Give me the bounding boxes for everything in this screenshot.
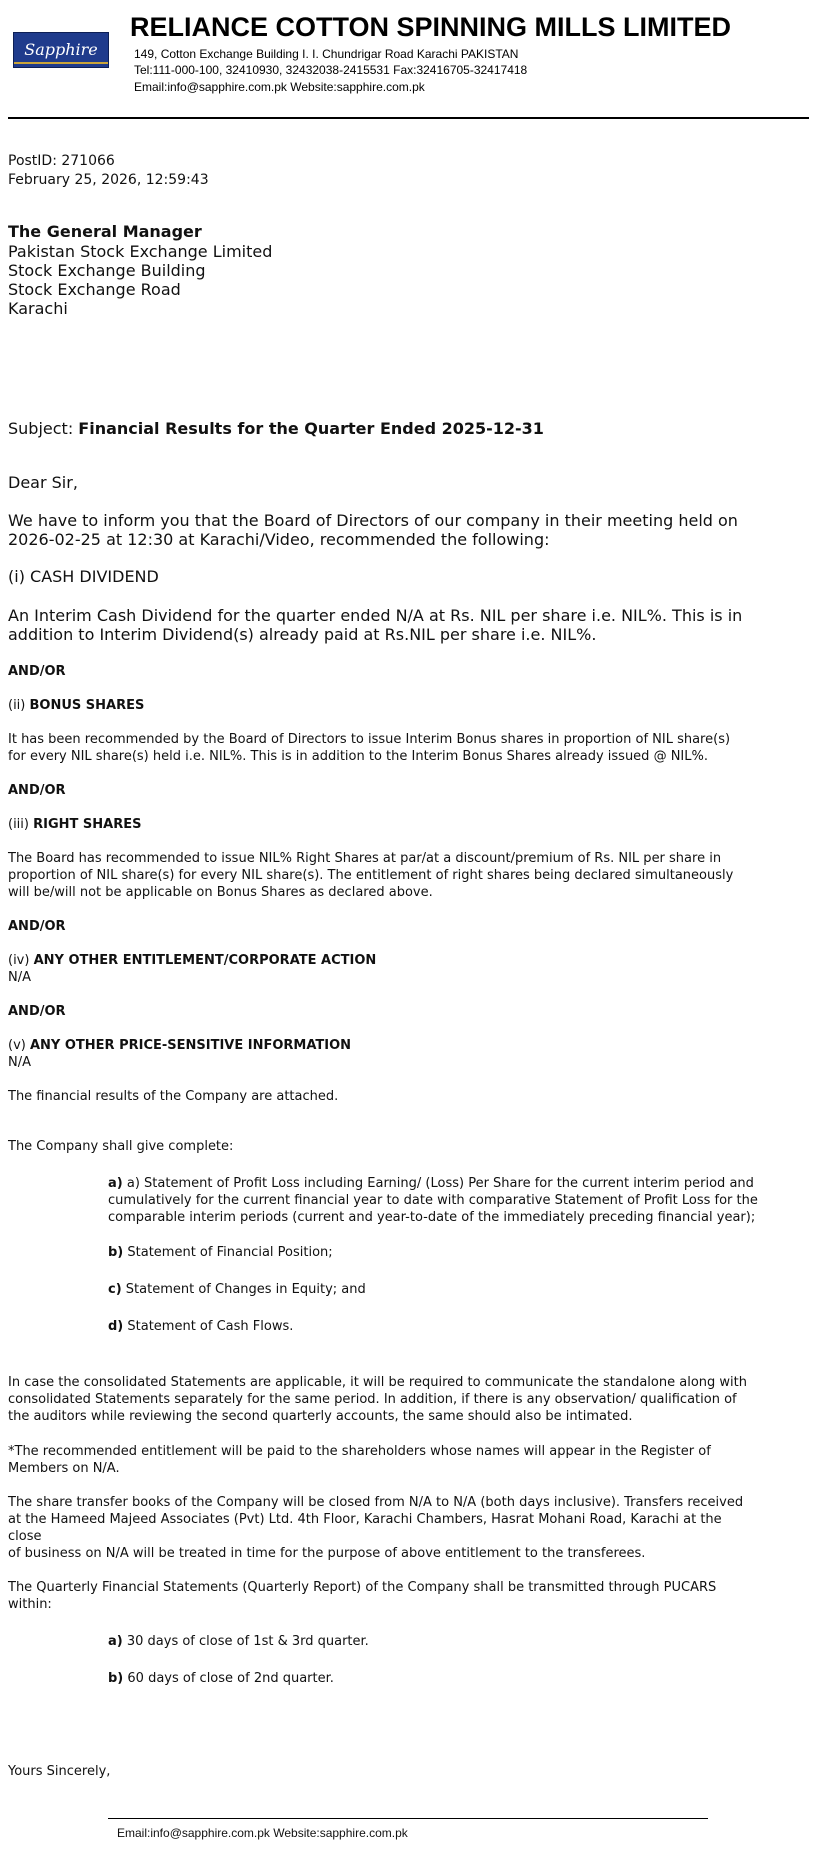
deadline-label: b) [108, 1671, 124, 1686]
and-or-label: AND/OR [8, 783, 66, 798]
statement-label: a) [108, 1176, 123, 1191]
cash-dividend-text: addition to Interim Dividend(s) already paid at Rs.NIL per share i.e. NIL%. [8, 625, 597, 644]
bonus-text: It has been recommended by the Board of Directors to issue Interim Bonus shares in proportion of NIL share(s) [8, 732, 731, 747]
statement-text: a) Statement of Profit Loss including Earning/ (Loss) Per Share for the current interim period and [126, 1176, 754, 1191]
header-divider [8, 117, 809, 119]
intro-line: We have to inform you that the Board of Directors of our company in their meeting held on [8, 511, 738, 530]
deadline-item [108, 1634, 369, 1649]
deadline-item [108, 1671, 334, 1686]
right-shares-heading [8, 817, 141, 832]
transfer-text: The share transfer books of the Company will be closed from N/A to N/A (both days inclusive). Transfers received [8, 1495, 744, 1510]
statement-item [108, 1245, 333, 1260]
deadline-text: 60 days of close of 2nd quarter. [127, 1671, 334, 1686]
bonus-text: for every NIL share(s) held i.e. NIL%. This is in addition to the Interim Bonus Shares already issued @ NIL%. [8, 749, 708, 764]
right-shares-text: proportion of NIL share(s) for every NIL share(s). The entitlement of right shares being declared simultaneously [8, 868, 734, 883]
price-sensitive-heading [8, 1038, 351, 1053]
addressee-line: Stock Exchange Road [8, 280, 181, 299]
section-title: ANY OTHER ENTITLEMENT/CORPORATE ACTION [33, 953, 377, 968]
section-number: (iv) [8, 953, 30, 968]
section-title: RIGHT SHARES [33, 817, 142, 832]
bonus-heading [8, 698, 144, 713]
price-sensitive-value: N/A [8, 1055, 31, 1070]
deadline-label: a) [108, 1634, 123, 1649]
statement-text: Statement of Financial Position; [127, 1245, 333, 1260]
register-text: Members on N/A. [8, 1461, 120, 1476]
statement-text: comparable interim periods (current and year-to-date of the immediately preceding financial year); [108, 1210, 756, 1225]
other-entitlement-heading [8, 953, 376, 968]
section-title: ANY OTHER PRICE-SENSITIVE INFORMATION [29, 1038, 352, 1053]
other-entitlement-value: N/A [8, 970, 31, 985]
addressee-line: Karachi [8, 299, 68, 318]
and-or-label: AND/OR [8, 664, 66, 679]
footer-divider [108, 1818, 708, 1819]
statement-label: d) [108, 1319, 124, 1334]
footer-contact: Email:info@sapphire.com.pk Website:sapphire.com.pk [117, 1826, 408, 1840]
logo-text: Sapphire [24, 40, 98, 59]
and-or-label: AND/OR [8, 919, 66, 934]
post-timestamp: February 25, 2026, 12:59:43 [8, 172, 209, 188]
consolidated-text: consolidated Statements separately for the same period. In addition, if there is any observation/ qualification of [8, 1392, 737, 1407]
section-title: CASH DIVIDEND [30, 567, 159, 586]
section-number: (iii) [8, 817, 29, 832]
addressee-title: The General Manager [8, 222, 202, 241]
company-phone: Tel:111-000-100, 32410930, 32432038-2415531 Fax:32416705-32417418 [134, 63, 528, 77]
company-contact: Email:info@sapphire.com.pk Website:sapphire.com.pk [134, 80, 425, 94]
right-shares-text: The Board has recommended to issue NIL% Right Shares at par/at a discount/premium of Rs. NIL per share in [8, 851, 722, 866]
right-shares-text: will be/will not be applicable on Bonus Shares as declared above. [8, 885, 433, 900]
cash-dividend-heading [8, 567, 159, 586]
subject-text: Financial Results for the Quarter Ended 2025-12-31 [78, 419, 544, 438]
section-number: (i) [8, 567, 25, 586]
transfer-text: close [8, 1529, 42, 1544]
addressee-line: Stock Exchange Building [8, 261, 206, 280]
deadline-text: 30 days of close of 1st & 3rd quarter. [126, 1634, 369, 1649]
section-title: BONUS SHARES [29, 698, 145, 713]
statement-text: Statement of Cash Flows. [127, 1319, 294, 1334]
statement-item [108, 1319, 293, 1334]
consolidated-text: the auditors while reviewing the second quarterly accounts, the same should also be intimated. [8, 1409, 633, 1424]
closing-text: Yours Sincerely, [8, 1764, 111, 1779]
and-or-label: AND/OR [8, 1004, 66, 1019]
statement-label: c) [108, 1282, 122, 1297]
intro-line: 2026-02-25 at 12:30 at Karachi/Video, recommended the following: [8, 530, 550, 549]
company-logo [13, 32, 109, 68]
subject-label: Subject: [8, 419, 74, 438]
register-text: *The recommended entitlement will be paid to the shareholders whose names will appear in the Register of [8, 1444, 711, 1459]
statement-item [108, 1282, 366, 1297]
pucars-text: within: [8, 1597, 52, 1612]
complete-intro-text: The Company shall give complete: [8, 1139, 234, 1154]
statement-item [108, 1176, 754, 1191]
section-number: (ii) [8, 698, 26, 713]
company-name: RELIANCE COTTON SPINNING MILLS LIMITED [130, 12, 732, 42]
company-address: 149, Cotton Exchange Building I. I. Chundrigar Road Karachi PAKISTAN [134, 47, 519, 61]
transfer-text: at the Hameed Majeed Associates (Pvt) Ltd. 4th Floor, Karachi Chambers, Hasrat Mohani Road, Karachi at the [8, 1512, 722, 1527]
statement-text: cumulatively for the current financial year to date with comparative Statement of Profit Loss for the [108, 1193, 758, 1208]
subject-line [8, 419, 544, 438]
section-number: (v) [8, 1038, 26, 1053]
logo-stripe [14, 62, 108, 64]
addressee-line: Pakistan Stock Exchange Limited [8, 242, 273, 261]
results-attached-text: The financial results of the Company are attached. [8, 1089, 339, 1104]
cash-dividend-text: An Interim Cash Dividend for the quarter ended N/A at Rs. NIL per share i.e. NIL%. This is in [8, 606, 743, 625]
statement-text: Statement of Changes in Equity; and [125, 1282, 366, 1297]
consolidated-text: In case the consolidated Statements are applicable, it will be required to communicate the standalone along with [8, 1375, 747, 1390]
transfer-text: of business on N/A will be treated in time for the purpose of above entitlement to the transferees. [8, 1546, 646, 1561]
statement-label: b) [108, 1245, 124, 1260]
pucars-text: The Quarterly Financial Statements (Quarterly Report) of the Company shall be transmitted through PUCARS [8, 1580, 717, 1595]
salutation: Dear Sir, [8, 473, 78, 492]
post-id: PostID: 271066 [8, 153, 115, 169]
